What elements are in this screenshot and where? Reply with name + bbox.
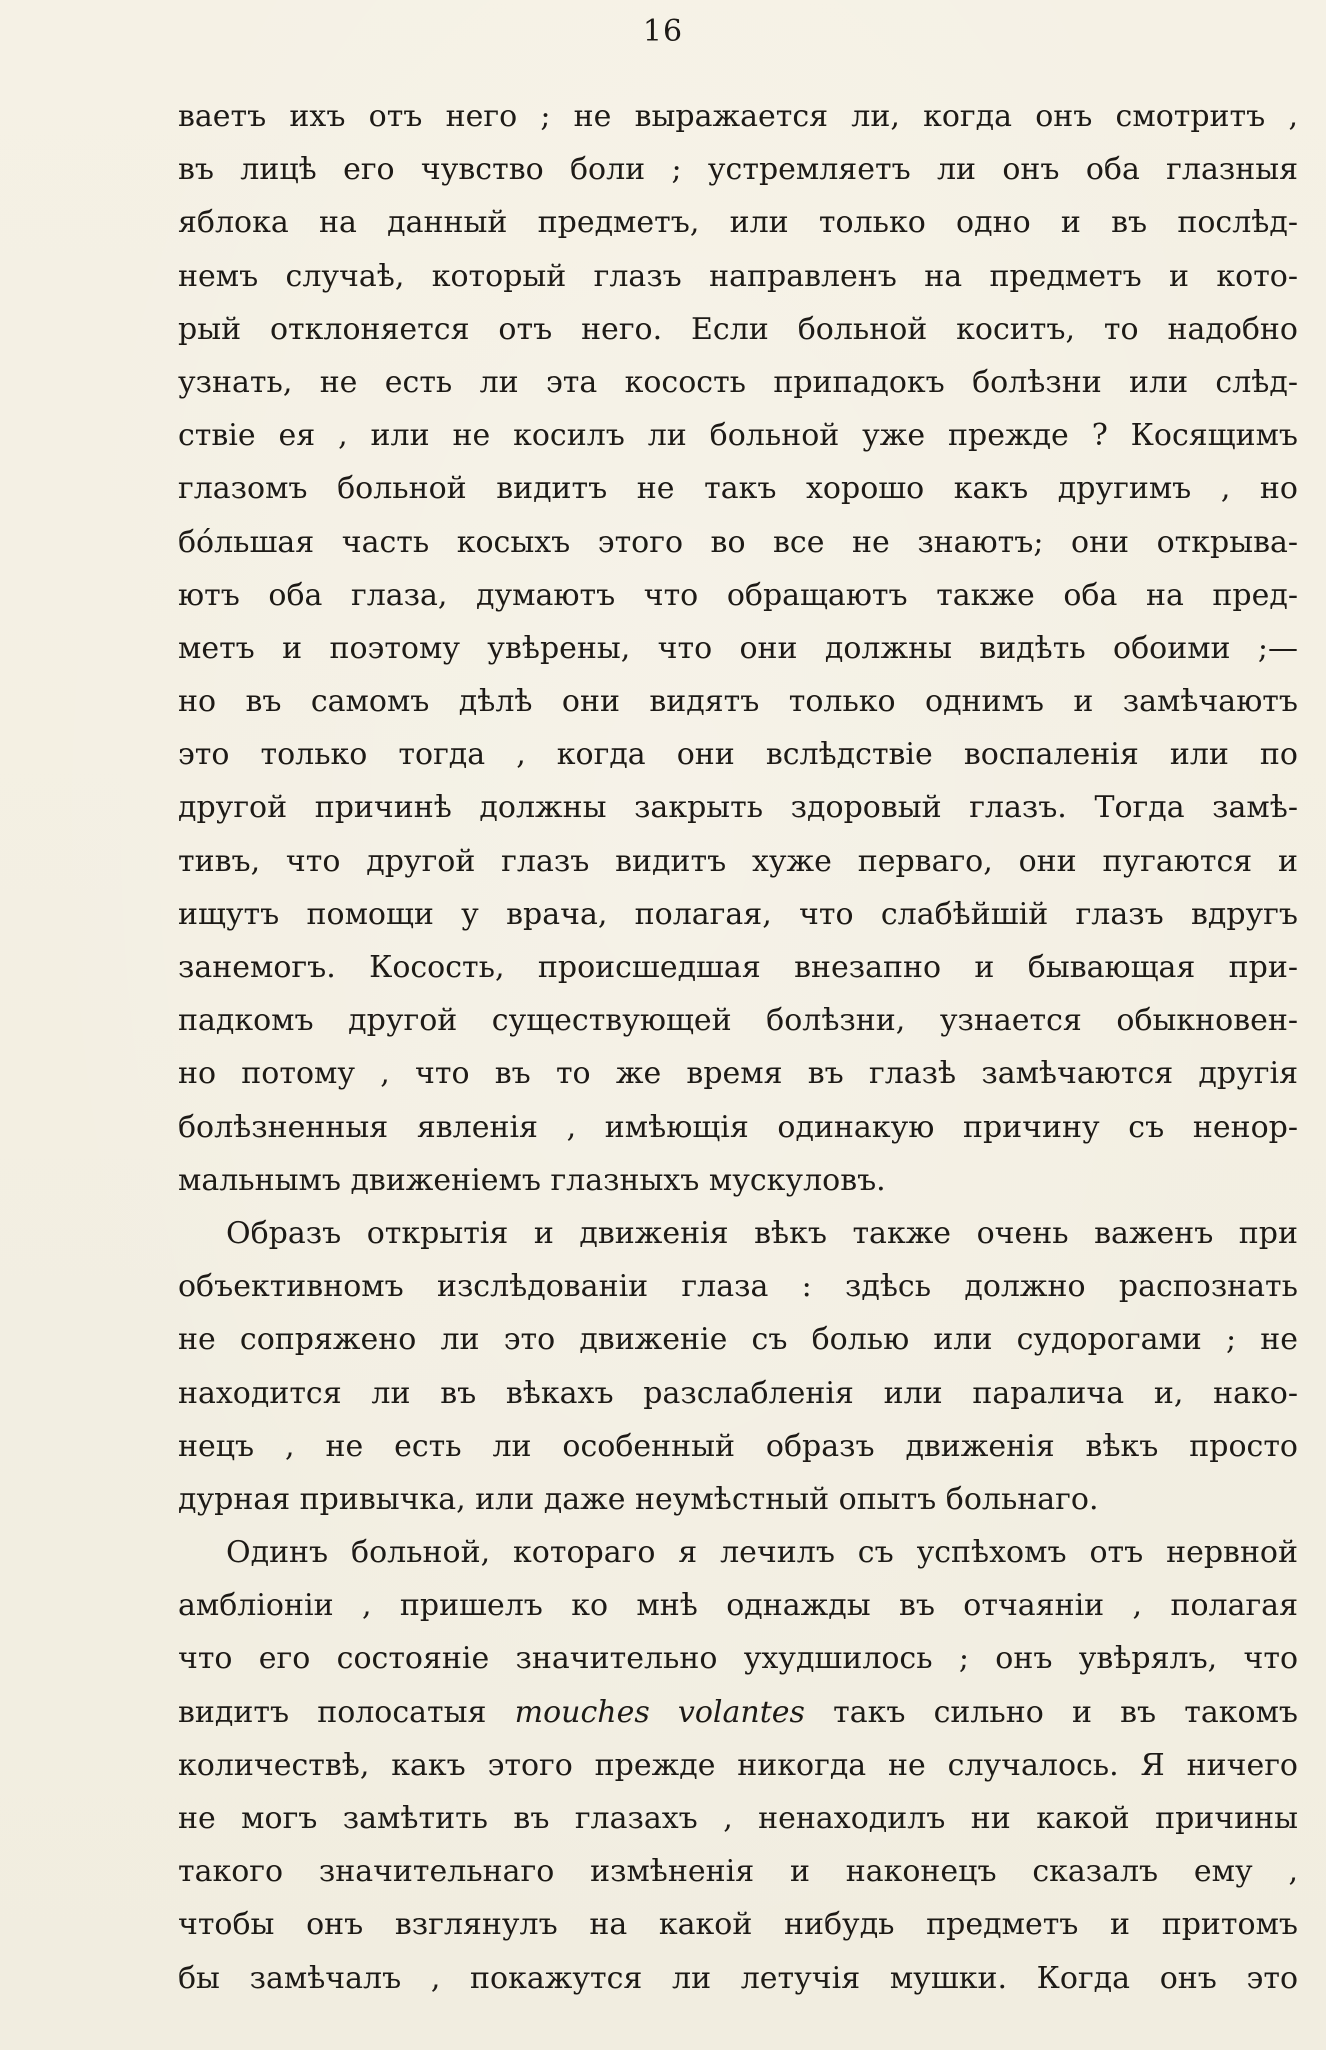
text-line: что его состояніе значительно ухудшилось ; онъ увѣрялъ, что [178,1641,1298,1677]
text-line: глазомъ больной видитъ не такъ хорошо какъ другимъ , но [178,471,1298,507]
text-line: немъ случаѣ, который глазъ направленъ на предметъ и кото- [178,258,1298,294]
text-line: въ лицѣ его чувство боли ; устремляетъ ли онъ оба глазныя [178,152,1298,188]
line-end: такъ сильно и въ такомъ [833,1694,1298,1730]
text-line-with-italic [178,1686,1298,1739]
text-line: яблока на данный предметъ, или только одно и въ послѣд- [178,205,1298,241]
text-line: бо́льшая часть косыхъ этого во все не знаютъ; они открыва- [178,524,1298,560]
text-line: Образъ открытія и движенія вѣкъ также очень важенъ при [226,1215,1298,1251]
text-line: узнать, не есть ли эта косость припадокъ болѣзни или слѣд- [178,364,1298,400]
text-line: падкомъ другой существующей болѣзни, узнается обыкновен- [178,1003,1298,1039]
text-line: Одинъ больной, котораго я лечилъ съ успѣхомъ отъ нервной [226,1535,1298,1571]
text-line: болѣзненныя явленія , имѣющія одинакую причину съ ненор- [178,1109,1298,1145]
text-line: тивъ, что другой глазъ видитъ хуже перваго, они пугаются и [178,843,1298,879]
text-line: рый отклоняется отъ него. Если больной коситъ, то надобно [178,311,1298,347]
text-line: находится ли въ вѣкахъ разслабленія или паралича и, нако- [178,1375,1298,1411]
text-line: но потому , что въ то же время въ глазѣ замѣчаются другія [178,1056,1298,1092]
text-line: амбліоніи , пришелъ ко мнѣ однажды въ отчаяніи , полагая [178,1588,1298,1624]
text-line: это только тогда , когда они вслѣдствіе воспаленія или по [178,737,1298,773]
text-line: такого значительнаго измѣненія и наконецъ сказалъ ему , [178,1854,1298,1890]
italic-phrase: mouches volantes [514,1694,805,1730]
text-line: объективномъ изслѣдованіи глаза : здѣсь должно распознать [178,1269,1298,1305]
text-line: дурная привычка, или даже неумѣстный опытъ больнаго. [178,1481,1099,1517]
text-line: нецъ , не есть ли особенный образъ движенія вѣкъ просто [178,1428,1298,1464]
text-line: метъ и поэтому увѣрены, что они должны видѣть обоими ;— [178,630,1298,666]
text-line: не могъ замѣтить въ глазахъ , ненаходилъ ни какой причины [178,1801,1298,1836]
text-line: ваетъ ихъ отъ него ; не выражается ли, когда онъ смотритъ , [178,99,1298,134]
body-text [178,90,1298,2005]
text-line: чтобы онъ взглянулъ на какой нибудь предметъ и притомъ [178,1907,1298,1943]
text-line: не сопряжено ли это движеніе съ болью или судорогами ; не [178,1322,1298,1358]
text-line: занемогъ. Косость, происшедшая внезапно и бывающая при- [178,950,1298,985]
text-line: бы замѣчалъ , покажутся ли летучія мушки. Когда онъ это [178,1960,1298,1996]
text-line: но въ самомъ дѣлѣ они видятъ только однимъ и замѣчаютъ [178,684,1298,720]
line-start: видитъ полосатыя [178,1694,487,1730]
text-line: другой причинѣ должны закрыть здоровый глазъ. Тогда замѣ- [178,790,1298,826]
text-line: количествѣ, какъ этого прежде никогда не случалось. Я ничего [178,1747,1298,1783]
page-number: 16 [642,14,684,49]
text-line: ищутъ помощи у врача, полагая, что слабѣйшій глазъ вдругъ [178,896,1298,932]
text-line: ютъ оба глаза, думаютъ что обращаютъ также оба на пред- [178,577,1298,613]
text-line: мальнымъ движеніемъ глазныхъ мускуловъ. [178,1162,886,1198]
text-line: ствіе ея , или не косилъ ли больной уже прежде ? Косящимъ [178,418,1298,454]
